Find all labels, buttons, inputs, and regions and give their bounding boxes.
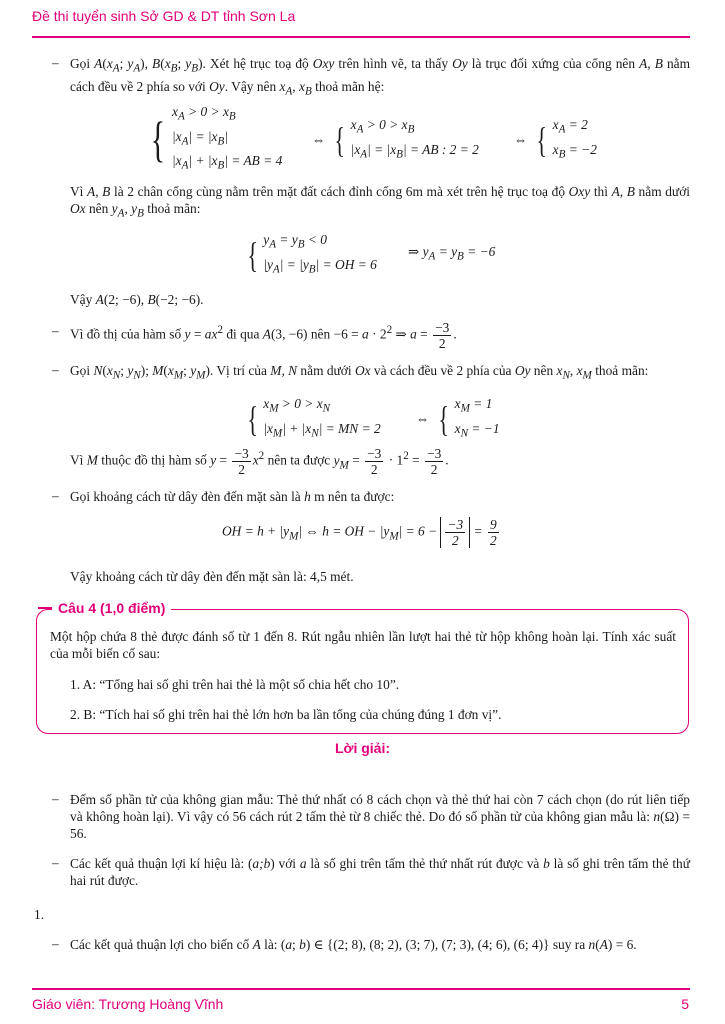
para-ab-result: Vậy A(2; −6), B(−2; −6). — [70, 292, 204, 307]
bullet: – — [52, 362, 59, 377]
question-box-accent — [38, 607, 52, 609]
system-y: { $y_A = y_B < 0$ $|y_A| = |y_B|$ = OH = 6 — [247, 232, 377, 276]
part-1-label: 1. — [34, 907, 45, 922]
system-2: ⇔ { $x_A > 0 > x_B$ $|x_A| = |x_B|$ = AB : 2 = 2 — [312, 117, 479, 161]
equation-h: OH = $h + |y_M|$ ⇔ h = OH − $|y_M| = 6$ − $\frac{-3}{2}$ = $\frac{9}{2}$ — [222, 517, 497, 548]
question-body: Một hộp chứa 8 thẻ được đánh số từ 1 đến 8. Rút ngẫu nhiên lần lượt hai thẻ từ hộp không hoàn lại. Tính xác suất của mỗi biến cố sau: — [50, 629, 676, 661]
system-mn-result: ⇔ { $x_M = 1$ $x_N = -1$ — [416, 396, 500, 440]
para-ab-setup: Gọi $A(x_A$; $y_A$), $B(x_B$; $y_B$). Xét hệ trục toạ độ Oxy trên hình vẽ, ta thấy Oy là trục đối xứng của cổng nên A, B nằm cách đều về 2 phía so với Oy. Vậy nên $x_A$, $x_B$ thoả mãn hệ: — [70, 56, 691, 98]
para-ym: Vì M thuộc đồ thị hàm số y = $\frac{-3}{2}$ $x^2$ nên ta được $y_M$ = $\frac{-3}{2}$ · $1^2$ = $\frac{-3}{2}$ . — [70, 446, 449, 477]
para-a-coef: Vì đồ thị của hàm số $y = ax^2$ đi qua A(3, −6) nên $-6 = a \cdot 2^2$ ⇒ a = $\frac{-3}{2}$ . — [70, 320, 457, 351]
footer-rule — [32, 988, 690, 990]
para-event-a: Các kết quả thuận lợi cho biến cố A là: (a; b) ∈ {(2; 8), (8; 2), (3; 7), (7; 3), (4; 6), (6; 4)} suy ra n(A) = 6. — [70, 937, 637, 952]
question-item-2: 2. B: “Tích hai số ghi trên hai thẻ lớn hơn ba lần tổng của chúng đúng 1 đơn vị”. — [70, 707, 502, 722]
bullet: – — [52, 936, 59, 951]
bullet: – — [52, 55, 59, 70]
para-mn-setup: Gọi $N(x_N$; $y_N$); $M(x_M$; $y_M$). Vị trí của M, N nằm dưới Ox và cách đều về 2 phía của Oy nên $x_N$, $x_M$ thoả mãn: — [70, 363, 649, 382]
bullet: – — [52, 791, 59, 806]
result-y: ⇒ $y_A = y_B = -6$ — [408, 244, 496, 263]
system-mn: { $x_M > 0 > x_N$ $|x_M| + |x_N|$ = MN = 2 — [247, 396, 381, 440]
system-3: ⇔ { $x_A = 2$ $x_B = -2$ — [514, 117, 597, 161]
para-h-result: Vậy khoảng cách từ dây đèn đến mặt sàn là: 4,5 mét. — [70, 569, 354, 584]
header-rule — [32, 36, 690, 38]
question-item-1: 1. A: “Tổng hai số ghi trên hai thẻ là một số chia hết cho 10”. — [70, 677, 400, 692]
para-notation: Các kết quả thuận lợi kí hiệu là: (a;b) với a là số ghi trên tấm thẻ thứ nhất rút được và b là số ghi trên tấm thẻ thứ hai rút được. — [70, 856, 690, 888]
bullet: – — [52, 488, 59, 503]
page-header: Đề thi tuyển sinh Sở GD & DT tỉnh Sơn La — [32, 8, 296, 24]
system-1: { $x_A > 0 > x_B$ $|x_A| = |x_B|$ $|x_A| + |x_B|$ = AB = 4 — [150, 104, 283, 173]
question-title: Câu 4 (1,0 điểm) — [52, 600, 171, 616]
footer-teacher: Giáo viên: Trương Hoàng Vĩnh — [32, 996, 224, 1012]
para-ab-ground: Vì A, B là 2 chân cổng cùng nằm trên mặt đất cách đỉnh cổng 6m mà xét trên hệ trục toạ độ Oxy thì A, B nằm dưới Ox nên $y_A$, $y_B$ thoả mãn: — [70, 184, 690, 220]
para-sample-space: Đếm số phần tử của không gian mẫu: Thẻ thứ nhất có 8 cách chọn và thẻ thứ hai còn 7 cách chọn (do rút liên tiếp và không hoàn lại). Vì vậy có 56 cách rút 2 tấm thẻ từ 8 chiếc thẻ. Do đó số phần tử của không gian mẫu là: n(Ω) = 56. — [70, 792, 690, 841]
page-number: 5 — [681, 996, 689, 1012]
solution-title: Lời giải: — [334, 740, 391, 756]
para-h-setup: Gọi khoảng cách từ dây đèn đến mặt sàn là h m nên ta được: — [70, 489, 395, 504]
bullet: – — [52, 323, 59, 338]
bullet: – — [52, 855, 59, 870]
